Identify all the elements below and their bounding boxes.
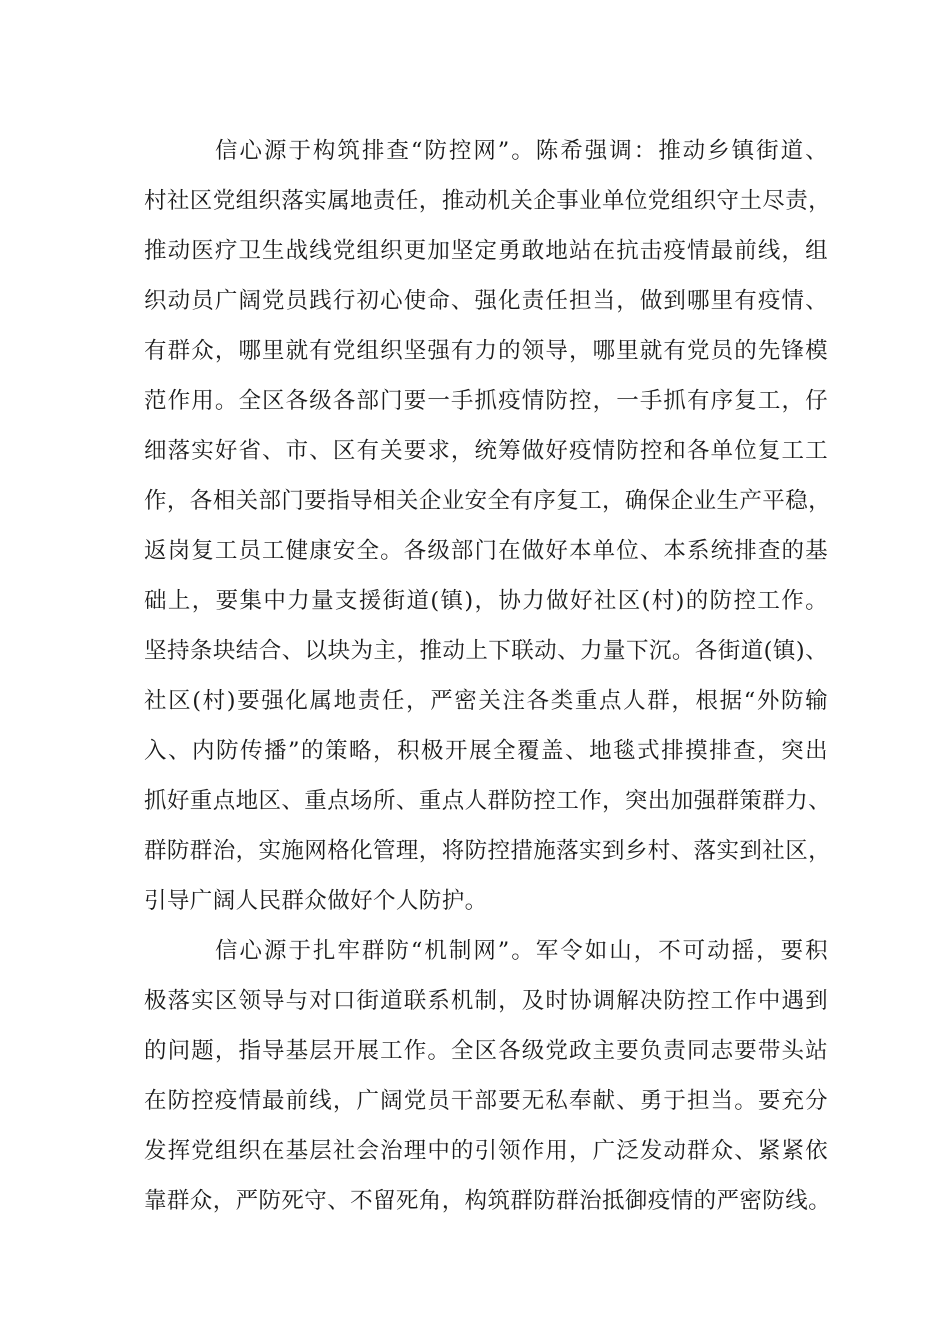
paragraph-1-line-5: 有群众，哪里就有党组织坚强有力的领导，哪里就有党员的先锋模 [144,338,828,364]
paragraph-2-line-5: 发挥党组织在基层社会治理中的引领作用，广泛发动群众、紧紧依 [144,1138,828,1164]
paragraph-1-line-15: 群防群治，实施网格化管理，将防控措施落实到乡村、落实到社区， [144,838,832,864]
paragraph-1-line-4: 织动员广阔党员践行初心使命、强化责任担当，做到哪里有疫情、 [144,288,828,314]
paragraph-2-line-4: 在防控疫情最前线，广阔党员干部要无私奉献、勇于担当。要充分 [144,1088,828,1114]
paragraph-1-line-10: 础上，要集中力量支援街道(镇)，协力做好社区(村)的防控工作。 [144,588,828,614]
paragraph-1-line-2: 村社区党组织落实属地责任，推动机关企事业单位党组织守土尽责， [144,188,832,214]
paragraph-1-line-12: 社区(村)要强化属地责任，严密关注各类重点人群，根据“外防输 [144,688,828,714]
paragraph-1-line-16: 引导广阔人民群众做好个人防护。 [144,888,488,914]
paragraph-2-line-6: 靠群众，严防死守、不留死角，构筑群防群治抵御疫情的严密防线。 [144,1188,832,1214]
paragraph-1-line-3: 推动医疗卫生战线党组织更加坚定勇敢地站在抗击疫情最前线，组 [144,238,828,264]
paragraph-1-line-8: 作，各相关部门要指导相关企业安全有序复工，确保企业生产平稳， [144,488,832,514]
paragraph-1-line-1: 信心源于构筑排查“防控网”。陈希强调：推动乡镇街道、 [215,138,828,164]
paragraph-1-line-11: 坚持条块结合、以块为主，推动上下联动、力量下沉。各街道(镇)、 [144,638,828,664]
paragraph-1-line-9: 返岗复工员工健康安全。各级部门在做好本单位、本系统排查的基 [144,538,828,564]
paragraph-2-line-1: 信心源于扎牢群防“机制网”。军令如山，不可动摇，要积 [215,938,828,964]
paragraph-1-line-7: 细落实好省、市、区有关要求，统筹做好疫情防控和各单位复工工 [144,438,828,464]
paragraph-2-line-2: 极落实区领导与对口街道联系机制，及时协调解决防控工作中遇到 [144,988,828,1014]
paragraph-1-line-14: 抓好重点地区、重点场所、重点人群防控工作，突出加强群策群力、 [144,788,832,814]
paragraph-1-line-6: 范作用。全区各级各部门要一手抓疫情防控，一手抓有序复工，仔 [144,388,828,414]
paragraph-1-line-13: 入、内防传播”的策略，积极开展全覆盖、地毯式排摸排查，突出 [144,738,828,764]
paragraph-2-line-3: 的问题，指导基层开展工作。全区各级党政主要负责同志要带头站 [144,1038,828,1064]
